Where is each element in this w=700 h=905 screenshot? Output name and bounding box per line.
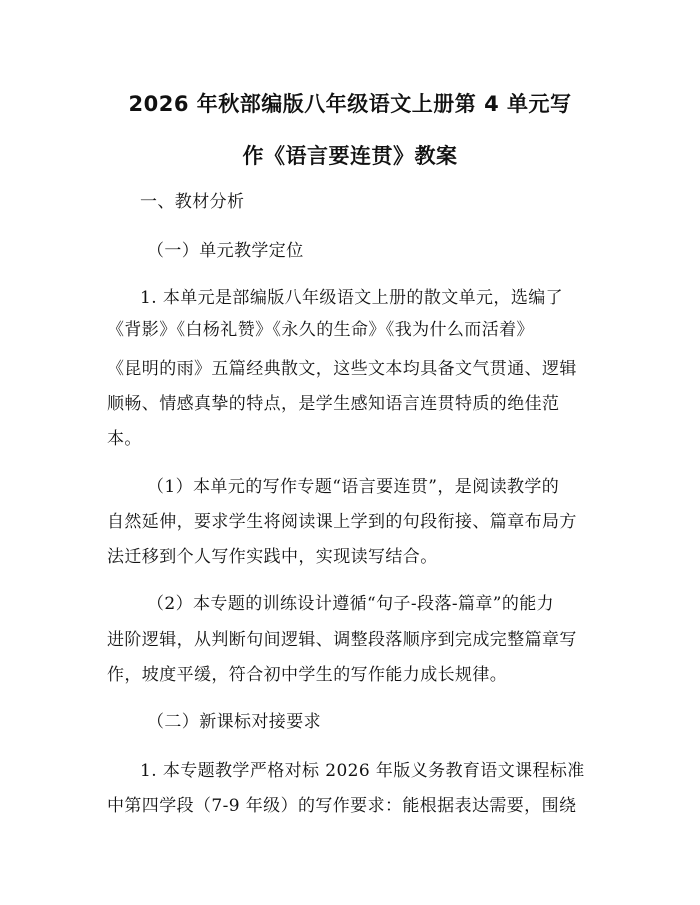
subsection-heading-curriculum-standards: （二）新课标对接要求 [147,712,321,732]
paragraph-2-line-2: 自然延伸，要求学生将阅读课上学到的句段衔接、篇章布局方 [107,512,577,532]
paragraph-2-line-3: 法迁移到个人写作实践中，实现读写结合。 [107,547,438,567]
paragraph-4-line-1: 1. 本专题教学严格对标 2026 年版义务教育语文课程标准 [140,761,585,781]
paragraph-1-line-5: 本。 [107,429,142,449]
paragraph-1-line-4: 顺畅、情感真挚的特点，是学生感知语言连贯特质的绝佳范 [107,394,560,414]
paragraph-4-line-2: 中第四学段（7-9 年级）的写作要求：能根据表达需要，围绕 [107,796,577,816]
section-heading-textbook-analysis: 一、教材分析 [140,192,245,212]
paragraph-2-line-1: （1）本单元的写作专题“语言要连贯”，是阅读教学的 [147,477,560,497]
paragraph-1-line-2: 《背影》《白杨礼赞》《永久的生命》《我为什么而活着》 [107,320,534,340]
paragraph-1-line-3: 《昆明的雨》五篇经典散文，这些文本均具备文气贯通、逻辑 [107,359,577,379]
document-title-line-1: 2026 年秋部编版八年级语文上册第 4 单元写 [128,92,572,116]
subsection-heading-unit-positioning: （一）单元教学定位 [147,241,304,261]
paragraph-3-line-3: 作，坡度平缓，符合初中学生的写作能力成长规律。 [107,665,508,685]
document-title-line-2: 作《语言要连贯》教案 [242,144,458,168]
paragraph-1-line-1: 1. 本单元是部编版八年级语文上册的散文单元，选编了 [140,288,564,308]
paragraph-3-line-2: 进阶逻辑，从判断句间逻辑、调整段落顺序到完成完整篇章写 [107,630,577,650]
paragraph-3-line-1: （2）本专题的训练设计遵循“句子-段落-篇章”的能力 [147,594,555,614]
